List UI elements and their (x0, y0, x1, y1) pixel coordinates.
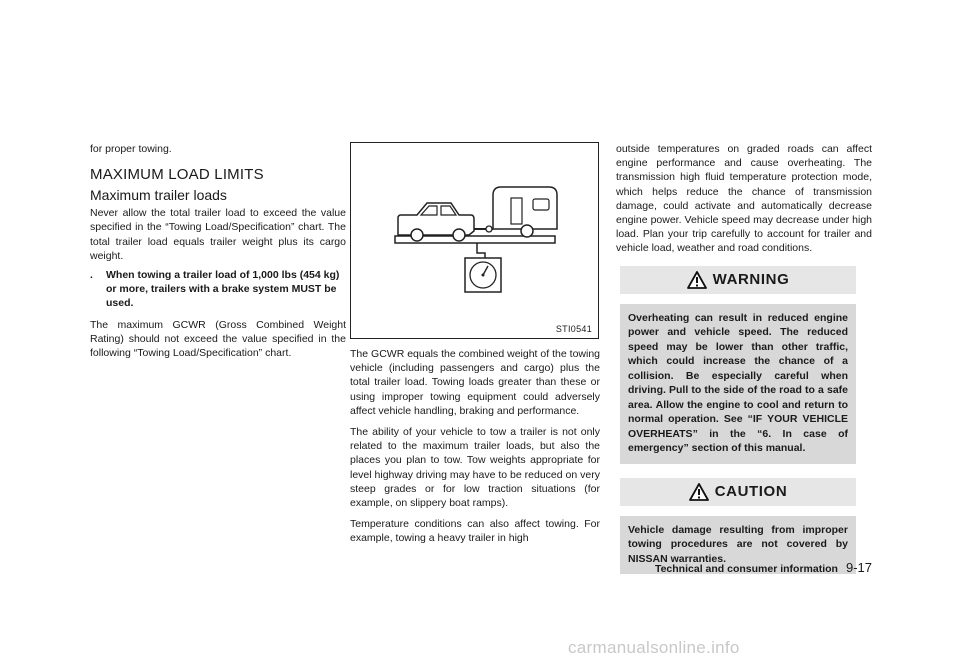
bullet-text: When towing a trailer load of 1,000 lbs (454 kg) or more, trailers with a brake system MUST be used. (106, 269, 340, 310)
caution-triangle-icon (689, 483, 709, 501)
site-watermark[interactable]: carmanualsonline.info (568, 638, 740, 657)
gcwr-paragraph: The maximum GCWR (Gross Combined Weight Rating) should not exceed the value specified in the following “Towing Load/Specification” chart. (90, 318, 346, 360)
caution-header (620, 478, 856, 506)
warning-box (620, 266, 856, 464)
left-column (90, 142, 346, 360)
warning-title: WARNING (712, 271, 790, 289)
temperature-paragraph: Temperature conditions can also affect towing. For example, towing a heavy trailer in high (350, 518, 600, 545)
figure-label: STI0541 (555, 324, 592, 334)
caution-text: Vehicle damage resulting from improper towing procedures are not covered by NISSAN warranties. (628, 523, 848, 565)
footer-section-name: Technical and consumer information (654, 563, 838, 575)
car-wheel-icon (453, 229, 465, 241)
trailer-window-icon (533, 199, 549, 210)
temperature-continued-paragraph: outside temperatures on graded roads can affect engine performance and cause overheating. The transmission high fluid temperature protection mode, which helps reduce the chance of transmission damage, could activate and automatically decrease engine power. Vehicle speed may decrease under high load. Plan your trip carefully to account for trailer and vehicle load, weather and road conditions. (616, 143, 872, 255)
warning-header (620, 266, 856, 294)
car-wheel-icon (411, 229, 423, 241)
car-trailer-scale-illustration (351, 143, 600, 340)
trailer-wheel-icon (521, 225, 533, 237)
caution-title: CAUTION (714, 483, 788, 501)
scale-stem (477, 243, 485, 258)
towing-figure (350, 142, 599, 339)
tow-ability-paragraph: The ability of your vehicle to tow a trailer is not only related to the maximum trailer loads, but also the places you plan to tow. Tow weights appropriate for level highway driving may have to be reduced on very steep grades or for low traction situations (for example, on slippery boat ramps). (350, 426, 600, 510)
warning-body (620, 304, 856, 464)
warning-text: Overheating can result in reduced engine power and vehicle speed. The reduced speed may be lower than other traffic, which could increase the chance of a collision. Be especially careful when driving. Pull to the side of the road to a safe area. Allow the engine to cool and return to normal operation. See “IF YOUR VEHICLE OVERHEATS” in the “6. In case of emergency” section of this manual. (628, 311, 848, 455)
intro-text: for proper towing. (90, 143, 172, 155)
section-heading: MAXIMUM LOAD LIMITS (90, 166, 264, 184)
warning-triangle-icon (687, 271, 707, 289)
bullet-mark: . (90, 269, 93, 282)
page-number: 9-17 (845, 560, 872, 575)
gcwr-definition-paragraph: The GCWR equals the combined weight of the towing vehicle (including passengers and cargo) plus the total trailer load. Towing loads greater than these or using improper towing equipment could adversely affect vehicle handling, braking and performance. (350, 348, 600, 417)
brake-system-bullet (90, 268, 346, 311)
trailer-door-icon (511, 198, 522, 224)
section-subheading: Maximum trailer loads (90, 187, 227, 204)
right-column (616, 142, 872, 574)
page-footer (616, 560, 872, 575)
hitch-ball-icon (486, 226, 492, 232)
middle-column (350, 142, 600, 546)
trailer-load-paragraph: Never allow the total trailer load to exceed the value specified in the “Towing Load/Specification” chart. The total trailer load equals trailer weight plus its cargo weight. (90, 207, 346, 262)
